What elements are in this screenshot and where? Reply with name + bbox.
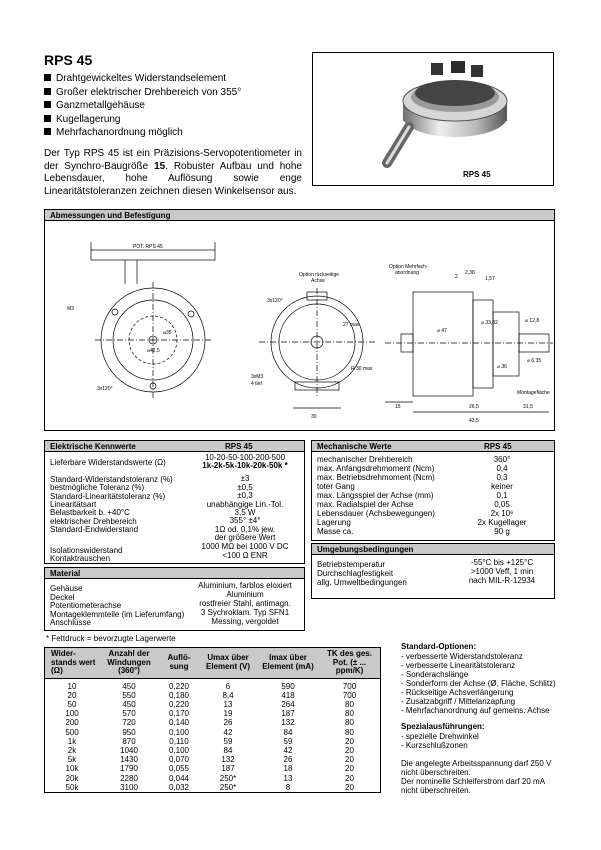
option-item: - verbesserte Linearitätstoleranz [401, 661, 516, 670]
values-table [44, 647, 381, 793]
electrical-value: ±0,5 [237, 483, 253, 492]
electrical-value: ±0,3 [237, 491, 253, 500]
table-cell: 8,4 [222, 690, 234, 700]
table-cell: 80 [345, 699, 354, 709]
table-cell: 59 [223, 736, 233, 746]
mechanical-value: 360° [493, 455, 511, 464]
table-row [45, 678, 380, 691]
table-cell: 6 [225, 681, 231, 691]
environment-label: allg. Umweltbedingungen [317, 578, 407, 587]
mechanical-label: max. Radialspiel der Achse [317, 500, 414, 509]
feature-item: Ganzmetallgehäuse [44, 99, 241, 113]
table-cell: 26 [283, 755, 293, 765]
dim-label: anordnung [395, 270, 419, 276]
mechanical-label: mechanischer Drehbereich [317, 455, 413, 464]
table-cell: 450 [122, 699, 136, 709]
electrical-label: elektrischer Drehbereich [50, 517, 137, 526]
table-cell: 20 [67, 690, 77, 700]
table-cell: 0,170 [168, 709, 190, 719]
mechanical-label: Lebensdauer (Achsbewegungen) [317, 509, 435, 518]
table-cell: 50k [65, 782, 79, 792]
material-value: Messing, vergoldet [211, 617, 279, 626]
table-row [45, 764, 380, 773]
table-cell: 1430 [120, 755, 138, 765]
intro-paragraph: Der Typ RPS 45 ist ein Präzisions-Servopotentiometer in der Synchro-Baugröße 15. Robuster Aufbau und hohe Lebensdauer, hohe Auflösung sowie enge Linearitätstoleranzen zeichnen diesen Winkelsensor aus. [44, 148, 302, 197]
table-row [45, 783, 380, 792]
table-cell: 264 [281, 699, 295, 709]
table-cell: 84 [223, 745, 233, 755]
dim-label: ⌀ 12,8 [525, 318, 540, 324]
special-title: Spezialausführungen: [401, 722, 485, 731]
table-header: Auflö-sung [159, 648, 199, 678]
table-row [45, 718, 380, 727]
table-cell: 950 [122, 727, 136, 737]
table-cell: 50 [67, 699, 77, 709]
dim-label: ⌀ 47 [437, 328, 447, 334]
table-cell: 1040 [120, 745, 138, 755]
material-value: Aluminium, farblos eloxiert [198, 581, 292, 590]
dim-label: ⌀35 [163, 330, 172, 336]
table-header: Anzahl der Windungen (360°) [99, 648, 159, 678]
table-cell: 500 [65, 727, 79, 737]
table-cell: 42 [223, 727, 233, 737]
dim-label: ⌀42,5 [147, 348, 160, 354]
electrical-label: Kontaktrauschen [50, 554, 111, 563]
table-cell: 26 [223, 718, 233, 728]
mechanical-header: Mechanische Werte RPS 45 [312, 441, 554, 452]
table-cell: 13 [223, 699, 233, 709]
electrical-value: ±3 [240, 474, 250, 483]
material-label: Deckel [50, 593, 75, 602]
electrical-label: Lieferbare Widerstandswerte (Ω) [50, 458, 166, 467]
table-cell: 1k [67, 736, 77, 746]
special-item: - spezielle Drehwinkel [401, 732, 479, 741]
dimension-drawing [45, 222, 554, 430]
table-row [45, 728, 380, 737]
table-cell: 5k [67, 755, 77, 765]
dim-label: 27 max [343, 322, 360, 328]
table-cell: 20 [345, 764, 354, 774]
environment-value: >1000 Veff, 1 min [470, 567, 534, 576]
table-header: Umax über Element (V) [199, 648, 257, 678]
table-row [45, 700, 380, 709]
table-cell: 19 [223, 709, 233, 719]
dim-label: 26,5 [469, 404, 479, 410]
dim-label: Option Mehrfach- [389, 264, 428, 270]
page-title: RPS 45 [44, 52, 93, 68]
dimensions-panel [44, 209, 555, 431]
option-item: - Mehrfachanordnung auf gemeins. Achse [401, 706, 550, 715]
table-cell: 450 [122, 681, 136, 691]
dim-label: Montagefläche [517, 390, 550, 396]
feature-item: Kugellagerung [44, 113, 241, 127]
table-cell: 2k [67, 745, 77, 755]
table-cell: 20k [65, 773, 79, 783]
table-cell: 20 [345, 782, 354, 792]
table-row [45, 774, 380, 783]
table-cell: 0,220 [168, 681, 190, 691]
potentiometer-photo-icon [313, 53, 553, 185]
electrical-label: Linearitätsart [50, 500, 97, 509]
table-cell: 550 [122, 690, 136, 700]
special-item: - Kurzschlußzonen [401, 741, 468, 750]
dim-label: 2,38 [465, 270, 475, 276]
table-cell: 1790 [120, 764, 138, 774]
table-cell: 42 [283, 745, 293, 755]
table-cell: 80 [345, 709, 354, 719]
dim-label: 3x120° [97, 386, 113, 392]
material-label: Gehäuse [50, 584, 83, 593]
electrical-label: Belastbarkeit b. +40°C [50, 508, 130, 517]
material-value: rostfreier Stahl, antimagn. [199, 599, 291, 608]
electrical-label: bestmögliche Toleranz (%) [50, 483, 145, 492]
electrical-label: Standard-Linearitätstoleranz (%) [50, 492, 166, 501]
environment-label: Durchschlagfestigkeit [317, 569, 394, 578]
dim-label: ⌀ 6,35 [527, 358, 542, 364]
table-cell: 570 [122, 709, 136, 719]
material-header: Material [45, 568, 304, 579]
electrical-value: 3,5 W [234, 508, 256, 517]
table-cell: 132 [221, 755, 235, 765]
mechanical-label: toter Gang [317, 482, 355, 491]
feature-list [44, 72, 241, 140]
table-header: TK des ges. Pot. (± ... ppm/K) [319, 648, 380, 678]
feature-item: Drahtgewickeltes Widerstandselement [44, 72, 241, 86]
table-cell: 0,100 [168, 745, 190, 755]
dim-label: 3xM3 [251, 374, 264, 380]
table-cell: 13 [283, 773, 293, 783]
table-cell: 100 [65, 709, 79, 719]
table-cell: 0,070 [168, 755, 190, 765]
footnote: * Fettdruck = bevorzugte Lagerwerte [46, 634, 176, 643]
table-cell: 250* [219, 773, 237, 783]
electrical-value: 1k-2k-5k-10k-20k-50k * [202, 461, 288, 470]
electrical-value: 1000 MΩ bei 1000 V DC [201, 542, 289, 551]
table-cell: 3100 [120, 782, 138, 792]
options-title: Standard-Optionen: [401, 642, 477, 651]
mechanical-label: Lagerung [317, 518, 351, 527]
table-cell: 590 [281, 681, 295, 691]
dim-label: 4 tief [251, 381, 262, 387]
mechanical-value: 0,05 [494, 500, 510, 509]
electrical-header: Elektrische Kennwerte RPS 45 [45, 441, 304, 452]
table-cell: 18 [283, 764, 293, 774]
table-cell: 0,220 [168, 699, 190, 709]
table-cell: 20 [345, 773, 354, 783]
mechanical-label: max. Längsspiel der Achse (mm) [317, 491, 434, 500]
environment-header: Umgebungsbedingungen [312, 544, 554, 555]
table-cell: 0,055 [168, 764, 190, 774]
table-cell: 0,180 [168, 690, 190, 700]
dim-label: 1,57 [485, 276, 495, 282]
dim-label: Option rückseitige [299, 272, 340, 278]
environment-value: nach MIL-R-12934 [468, 576, 536, 585]
table-cell: 0,032 [168, 782, 190, 792]
mechanical-label: max. Anfangsdrehmoment (Ncm) [317, 464, 435, 473]
option-item: - Zusatzabgriff / Mittelanzapfung [401, 697, 516, 706]
dimensions-header: Abmessungen und Befestigung [45, 210, 554, 221]
electrical-value: 10-20-50-100-200-500 [204, 453, 286, 462]
mechanical-value: 2x Kugellager [477, 518, 527, 527]
table-cell: 187 [221, 764, 235, 774]
material-label: Anschlüsse [50, 618, 91, 627]
dim-label: 2 [455, 274, 458, 280]
dim-label: 30 [311, 414, 317, 420]
table-cell: 10k [65, 764, 79, 774]
table-row [45, 709, 380, 718]
feature-item: Mehrfachanordnung möglich [44, 126, 241, 140]
table-row [45, 746, 380, 755]
feature-item: Großer elektrischer Drehbereich von 355° [44, 86, 241, 100]
product-photo [312, 52, 554, 186]
table-row [45, 755, 380, 764]
mechanical-value: 90 g [494, 527, 510, 536]
table-cell: 0,044 [168, 773, 190, 783]
current-note: Der nominelle Schleiferstrom darf 20 mA nicht überschreiten. [401, 777, 545, 795]
environment-value: -55°C bis +125°C [470, 558, 534, 567]
table-cell: 20 [345, 736, 354, 746]
mechanical-value: 0,3 [496, 473, 508, 482]
voltage-note: Die angelegte Arbeitsspannung darf 250 V nicht überschreiten. [401, 759, 552, 777]
table-cell: 700 [342, 681, 357, 691]
table-cell: 870 [122, 736, 136, 746]
photo-caption: RPS 45 [463, 170, 491, 179]
table-cell: 200 [65, 718, 79, 728]
table-cell: 0,110 [169, 736, 189, 746]
table-cell: 187 [281, 709, 295, 719]
option-item: - Rückseitige Achsverlängerung [401, 688, 514, 697]
dim-label: ⌀ 33,32 [481, 320, 498, 326]
material-label: Potentiometerachse [50, 601, 122, 610]
dim-label: 15 [395, 404, 401, 410]
material-value: Aluminium [226, 590, 264, 599]
electrical-label: Isolationswiderstand [50, 546, 123, 555]
table-cell: 418 [281, 690, 295, 700]
dim-label: 31,5 [523, 404, 533, 410]
table-cell: 720 [122, 718, 136, 728]
electrical-value: 1Ω od. 0,1% jew. [214, 525, 276, 534]
table-row [45, 691, 380, 700]
table-cell: 84 [283, 727, 293, 737]
table-cell: 20 [345, 745, 354, 755]
mechanical-value: 2x 10⁶ [490, 509, 514, 518]
material-value: 3 Sychroklam. Typ SFN1 [200, 608, 290, 617]
electrical-label: Standard-Endwiderstand [50, 525, 139, 534]
dim-label: R 30 max [351, 366, 373, 372]
dim-label: 43,5 [469, 418, 479, 424]
mechanical-value: keiner [491, 482, 513, 491]
table-cell: 10 [67, 681, 77, 691]
table-row [45, 737, 380, 746]
dim-label: POT. RPS 45 [133, 244, 163, 250]
table-cell: 700 [342, 690, 357, 700]
electrical-value: 355° ±4° [229, 516, 261, 525]
table-cell: 2280 [120, 773, 138, 783]
mechanical-label: max. Betriebsdrehmoment (Ncm) [317, 473, 435, 482]
environment-label: Betriebstemperatur [317, 560, 386, 569]
material-label: Montageklemmteile (im Lieferumfang) [50, 610, 185, 619]
option-item: - Sonderform der Achse (Ø, Fläche, Schlitz) [401, 679, 556, 688]
options-notes [401, 642, 561, 795]
table-cell: 80 [345, 718, 354, 728]
dim-label: 3x120° [267, 298, 283, 304]
table-cell: 250* [219, 782, 237, 792]
option-item: - Sonderachslänge [401, 670, 469, 679]
table-cell: 0,140 [168, 718, 190, 728]
electrical-value: <100 Ω ENR [222, 551, 268, 560]
table-cell: 0,100 [168, 727, 190, 737]
electrical-value: unabhängige Lin.-Tol. [206, 500, 284, 509]
table-header: Imax über Element (mA) [257, 648, 319, 678]
table-header: Wider-stands wert (Ω) [45, 648, 99, 678]
option-item: - verbesserte Widerstandstoleranz [401, 652, 523, 661]
electrical-value: der größere Wert [214, 533, 276, 542]
mechanical-value: 0,1 [496, 491, 508, 500]
dim-label: M3 [67, 306, 74, 312]
electrical-label: Standard-Widerstandstoleranz (%) [50, 475, 173, 484]
mechanical-label: Masse ca. [317, 527, 354, 536]
table-cell: 80 [345, 727, 354, 737]
table-cell: 132 [281, 718, 295, 728]
table-cell: 20 [345, 755, 354, 765]
dim-label: ⌀ 36 [497, 364, 507, 370]
table-cell: 8 [285, 782, 291, 792]
dim-label: Achse [311, 278, 325, 284]
table-cell: 59 [283, 736, 293, 746]
mechanical-value: 0,4 [496, 464, 508, 473]
